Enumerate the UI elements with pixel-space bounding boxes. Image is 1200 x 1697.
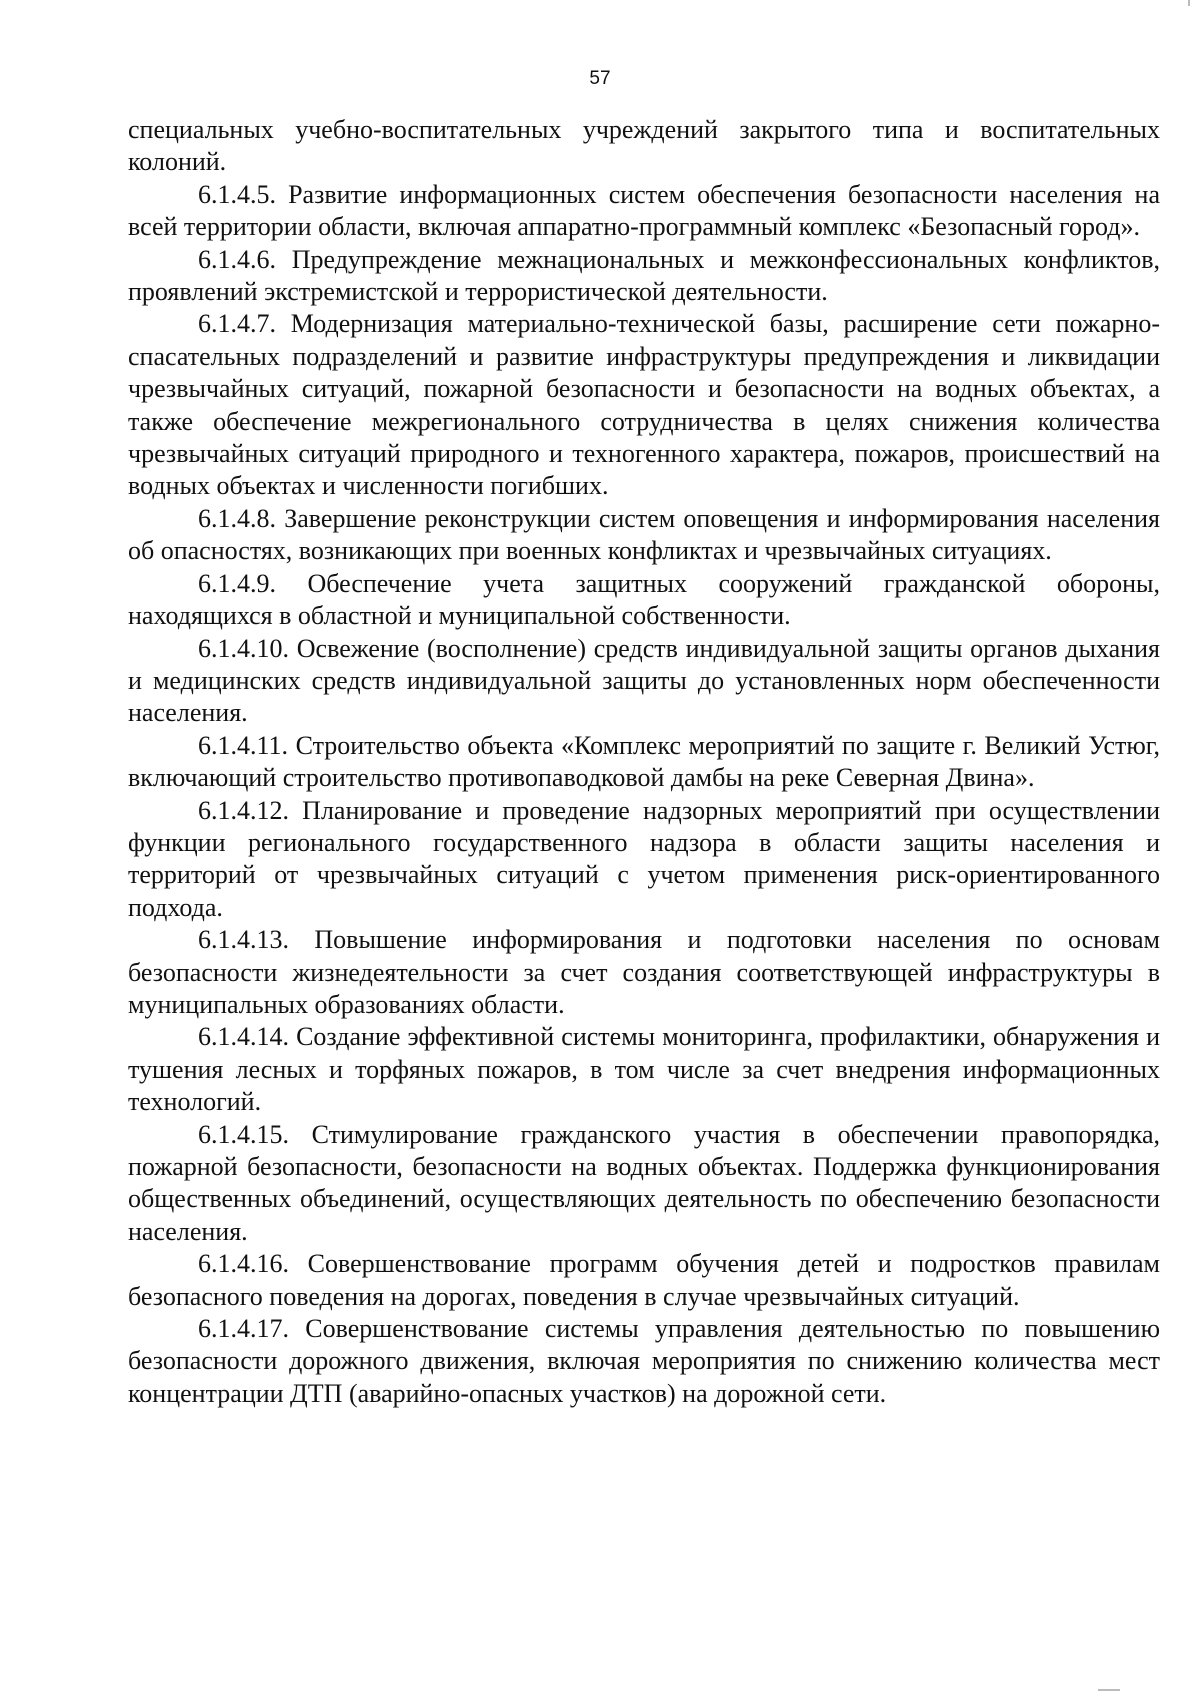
paragraph-continuation: специальных учебно-воспитательных учреждений закрытого типа и воспитательных колоний.: [128, 115, 1160, 177]
paragraph-6-1-4-8: 6.1.4.8. Завершение реконструкции систем оповещения и информирования населения об опасностях, возникающих при военных конфликтах и чрезвычайных ситуациях.: [128, 503, 1160, 566]
document-body: [128, 114, 1160, 1410]
paragraph-6-1-4-9: 6.1.4.9. Обеспечение учета защитных сооружений гражданской обороны, находящихся в областной и муниципальной собственности.: [128, 568, 1160, 631]
paragraph-6-1-4-5: 6.1.4.5. Развитие информационных систем обеспечения безопасности населения на всей территории области, включая аппаратно-программный комплекс «Безопасный город».: [128, 179, 1160, 242]
page-number: 57: [589, 68, 611, 89]
paragraph-6-1-4-16: 6.1.4.16. Совершенствование программ обучения детей и подростков правилам безопасного поведения на дорогах, поведения в случае чрезвычайных ситуаций.: [128, 1249, 1160, 1311]
scan-mark-bottom-right: [1098, 1689, 1120, 1691]
paragraph-6-1-4-7: 6.1.4.7. Модернизация материально-технической базы, расширение сети пожарно-спасательных подразделений и развитие инфраструктуры предупреждения и ликвидации чрезвычайных ситуаций, пожарной безопасности и безопасности на водных объектах, а также обеспечение межрегионального сотрудничества в целях снижения количества чрезвычайных ситуаций природного и техногенного характера, пожаров, происшествий на водных объектах и численности погибших.: [128, 309, 1160, 501]
paragraph-6-1-4-15: 6.1.4.15. Стимулирование гражданского участия в обеспечении правопорядка, пожарной безопасности, безопасности на водных объектах. Поддержка функционирования общественных объединений, осуществляющих деятельность по обеспечению безопасности населения.: [128, 1119, 1160, 1246]
paragraph-6-1-4-17: 6.1.4.17. Совершенствование системы управления деятельностью по повышению безопасности дорожного движения, включая мероприятия по снижению количества мест концентрации ДТП (аварийно-опасных участков) на дорожной сети.: [128, 1314, 1160, 1408]
paragraph-6-1-4-11: 6.1.4.11. Строительство объекта «Комплекс мероприятий по защите г. Великий Устюг, включающий строительство противопаводковой дамбы на реке Северная Двина».: [128, 730, 1160, 793]
paragraph-6-1-4-10: 6.1.4.10. Освежение (восполнение) средств индивидуальной защиты органов дыхания и медицинских средств индивидуальной защиты до установленных норм обеспеченности населения.: [128, 633, 1160, 728]
paragraph-6-1-4-6: 6.1.4.6. Предупреждение межнациональных и межконфессиональных конфликтов, проявлений экстремистской и террористической деятельности.: [128, 244, 1160, 307]
paragraph-6-1-4-13: 6.1.4.13. Повышение информирования и подготовки населения по основам безопасности жизнедеятельности за счет создания соответствующей инфраструктуры в муниципальных образованиях области.: [128, 925, 1160, 1019]
scan-mark-top-right: [1188, 0, 1190, 6]
paragraph-6-1-4-12: 6.1.4.12. Планирование и проведение надзорных мероприятий при осуществлении функции регионального государственного надзора в области защиты населения и территорий от чрезвычайных ситуаций с учетом применения риск-ориентированного подхода.: [128, 795, 1160, 922]
paragraph-6-1-4-14: 6.1.4.14. Создание эффективной системы мониторинга, профилактики, обнаружения и тушения лесных и торфяных пожаров, в том числе за счет внедрения информационных технологий.: [128, 1022, 1160, 1117]
